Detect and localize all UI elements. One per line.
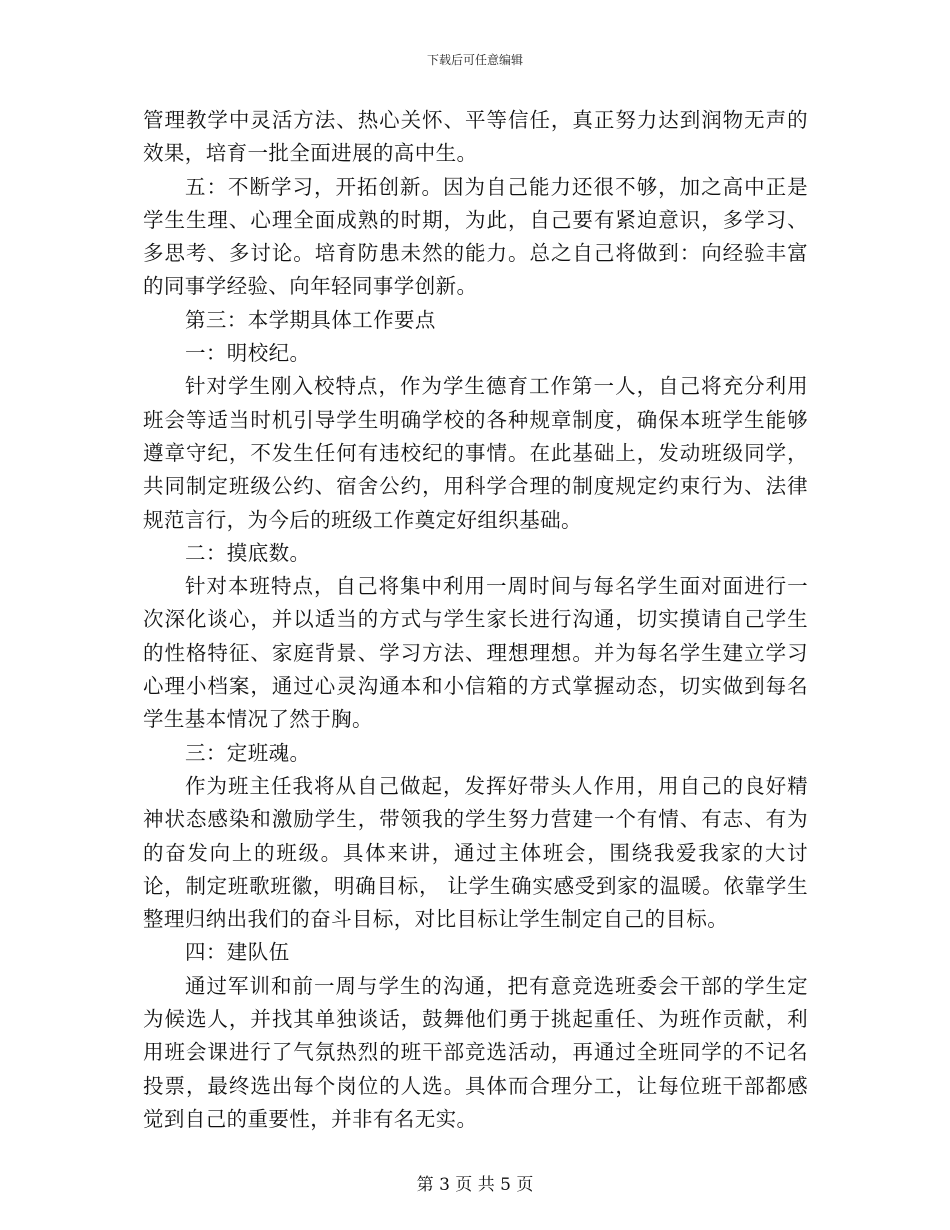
paragraph-learning-innovation: 五：不断学习，开拓创新。因为自己能力还很不够，加之高中正是学生生理、心理全面成熟的时期，为此，自己要有紧迫意识，多学习、多思考、多讨论。培育防患未然的能力。总之自己将做到：向经验丰富的同事学经验、向年轻同事学创新。	[143, 174, 808, 299]
paragraph-know-students: 针对本班特点，自己将集中利用一周时间与每名学生面对面进行一次深化谈心，并以适当的方式与学生家长进行沟通，切实摸请自己学生的性格特征、家庭背景、学习方法、理想理想。并为每名学生建立学习心理小档案，通过心灵沟通本和小信箱的方式掌握动态，切实做到每名学生基本情况了然于胸。	[143, 574, 808, 732]
subheading-build-team: 四：建队伍	[185, 940, 290, 965]
paragraph-continued: 管理教学中灵活方法、热心关怀、平等信任，真正努力达到润物无声的效果，培育一批全面进展的高中生。	[143, 108, 808, 166]
document-body	[143, 104, 808, 1136]
paragraph-school-discipline: 针对学生刚入校特点，作为学生德育工作第一人，自己将充分利用班会等适当时机引导学生明确学校的各种规章制度，确保本班学生能够遵章守纪，不发生任何有违校纪的事情。在此基础上，发动班级同学，共同制定班级公约、宿舍公约，用科学合理的制度规定约束行为、法律规范言行，为今后的班级工作奠定好组织基础。	[143, 374, 808, 532]
page-header: 下载后可任意编辑	[426, 53, 523, 67]
subheading-class-spirit: 三：定班魂。	[185, 740, 311, 765]
page-number: 第 3 页 共 5 页	[416, 1175, 534, 1195]
subheading-school-discipline: 一：明校纪。	[185, 341, 311, 366]
subheading-know-students: 二：摸底数。	[185, 540, 311, 565]
section-heading-work-points: 第三：本学期具体工作要点	[185, 307, 436, 332]
paragraph-build-team: 通过军训和前一周与学生的沟通，把有意竞选班委会干部的学生定为候选人，并找其单独谈话，鼓舞他们勇于挑起重任、为班作贡献，利用班会课进行了气氛热烈的班干部竞选活动，再通过全班同学的不记名投票，最终选出每个岗位的人选。具体而合理分工，让每位班干部都感觉到自己的重要性，并非有名无实。	[143, 973, 808, 1131]
paragraph-class-spirit: 作为班主任我将从自己做起，发挥好带头人作用，用自己的良好精神状态感染和激励学生，带领我的学生努力营建一个有情、有志、有为的奋发向上的班级。具体来讲，通过主体班会，围绕我爱我家的大讨论，制定班歌班徽，明确目标， 让学生确实感受到家的温暖。依靠学生整理归纳出我们的奋斗目标，对比目标让学生制定自己的目标。	[143, 773, 808, 932]
